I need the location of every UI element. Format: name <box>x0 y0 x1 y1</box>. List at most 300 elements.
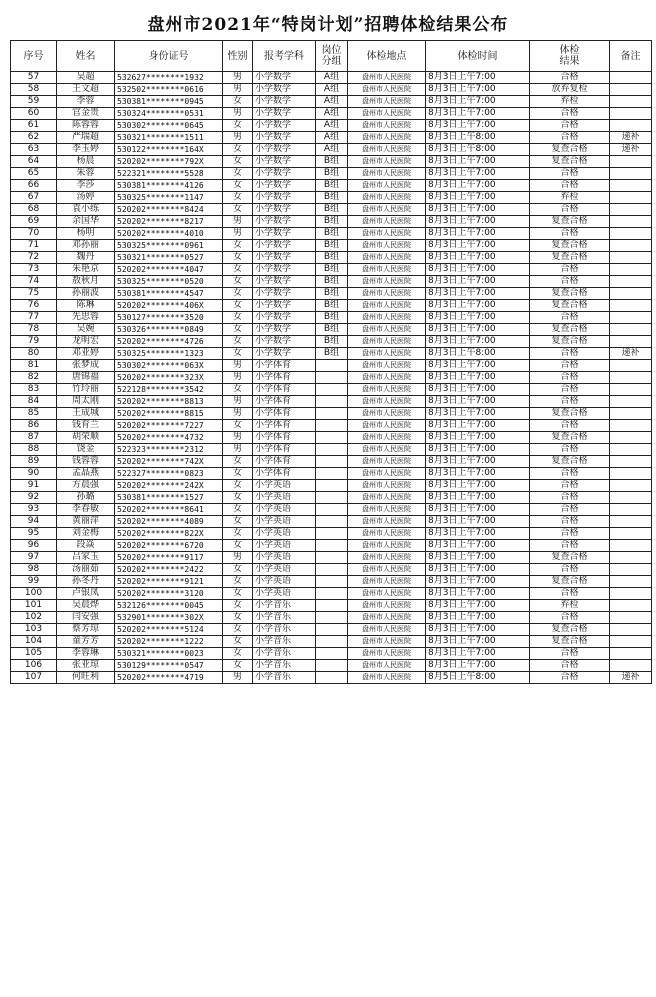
cell-subject: 小学体育 <box>253 468 316 480</box>
table-row <box>11 528 652 540</box>
cell-time: 8月5日上午8:00 <box>426 672 530 684</box>
cell-place: 盘州市人民医院 <box>348 228 426 240</box>
cell-place: 盘州市人民医院 <box>348 300 426 312</box>
cell-time: 8月3日上午8:00 <box>426 132 530 144</box>
cell-result: 合格 <box>530 480 610 492</box>
cell-name: 饶金 <box>57 444 115 456</box>
cell-result: 弃检 <box>530 600 610 612</box>
cell-id-number: 530325********1323 <box>115 348 223 360</box>
page-title: 盘州市2021年“特岗计划”招聘体检结果公布 <box>147 15 509 35</box>
cell-seq: 86 <box>11 420 57 432</box>
table-row <box>11 540 652 552</box>
cell-name: 邓孙丽 <box>57 240 115 252</box>
cell-seq: 80 <box>11 348 57 360</box>
cell-time: 8月3日上午7:00 <box>426 636 530 648</box>
cell-id-number: 520202********8217 <box>115 216 223 228</box>
cell-gender: 女 <box>223 276 253 288</box>
cell-group <box>316 672 348 684</box>
cell-subject: 小学数学 <box>253 216 316 228</box>
cell-name: 吕家玉 <box>57 552 115 564</box>
cell-result: 复查合格 <box>530 576 610 588</box>
cell-note <box>610 252 652 264</box>
cell-gender: 男 <box>223 132 253 144</box>
cell-result: 合格 <box>530 516 610 528</box>
cell-group <box>316 648 348 660</box>
cell-seq: 60 <box>11 108 57 120</box>
cell-result: 复查合格 <box>530 624 610 636</box>
cell-result: 复查合格 <box>530 636 610 648</box>
cell-result: 合格 <box>530 588 610 600</box>
cell-name: 李莎 <box>57 180 115 192</box>
cell-group <box>316 552 348 564</box>
table-row <box>11 144 652 156</box>
cell-time: 8月3日上午7:00 <box>426 504 530 516</box>
cell-time: 8月3日上午7:00 <box>426 300 530 312</box>
cell-time: 8月3日上午7:00 <box>426 516 530 528</box>
cell-gender: 女 <box>223 264 253 276</box>
cell-result: 合格 <box>530 360 610 372</box>
cell-time: 8月3日上午7:00 <box>426 312 530 324</box>
cell-result: 复查合格 <box>530 408 610 420</box>
cell-seq: 92 <box>11 492 57 504</box>
cell-time: 8月3日上午7:00 <box>426 624 530 636</box>
cell-subject: 小学体育 <box>253 456 316 468</box>
cell-id-number: 520202********9121 <box>115 576 223 588</box>
cell-place: 盘州市人民医院 <box>348 396 426 408</box>
cell-place: 盘州市人民医院 <box>348 600 426 612</box>
cell-place: 盘州市人民医院 <box>348 240 426 252</box>
cell-note <box>610 324 652 336</box>
cell-result: 合格 <box>530 108 610 120</box>
cell-seq: 77 <box>11 312 57 324</box>
cell-gender: 女 <box>223 324 253 336</box>
cell-seq: 96 <box>11 540 57 552</box>
table-row <box>11 108 652 120</box>
cell-name: 余国华 <box>57 216 115 228</box>
cell-seq: 101 <box>11 600 57 612</box>
cell-result: 弃检 <box>530 192 610 204</box>
cell-group <box>316 480 348 492</box>
table-row <box>11 300 652 312</box>
cell-result: 放弃复检 <box>530 84 610 96</box>
cell-time: 8月3日上午7:00 <box>426 108 530 120</box>
table-row <box>11 216 652 228</box>
cell-place: 盘州市人民医院 <box>348 288 426 300</box>
cell-id-number: 530324********0531 <box>115 108 223 120</box>
cell-time: 8月3日上午7:00 <box>426 96 530 108</box>
cell-place: 盘州市人民医院 <box>348 264 426 276</box>
cell-time: 8月3日上午7:00 <box>426 492 530 504</box>
cell-time: 8月3日上午7:00 <box>426 288 530 300</box>
cell-result: 复查合格 <box>530 288 610 300</box>
cell-gender: 女 <box>223 504 253 516</box>
cell-time: 8月3日上午7:00 <box>426 648 530 660</box>
cell-time: 8月3日上午7:00 <box>426 600 530 612</box>
cell-id-number: 532126********0045 <box>115 600 223 612</box>
cell-result: 合格 <box>530 444 610 456</box>
cell-seq: 89 <box>11 456 57 468</box>
cell-group <box>316 372 348 384</box>
cell-seq: 104 <box>11 636 57 648</box>
cell-gender: 女 <box>223 384 253 396</box>
cell-note <box>610 156 652 168</box>
cell-group: B组 <box>316 228 348 240</box>
cell-id-number: 532627********1932 <box>115 72 223 84</box>
table-row <box>11 588 652 600</box>
cell-gender: 女 <box>223 192 253 204</box>
cell-note <box>610 408 652 420</box>
table-row <box>11 516 652 528</box>
cell-id-number: 530321********1511 <box>115 132 223 144</box>
cell-group: A组 <box>316 72 348 84</box>
cell-group: A组 <box>316 84 348 96</box>
cell-id-number: 530325********0520 <box>115 276 223 288</box>
cell-group: A组 <box>316 120 348 132</box>
table-row <box>11 240 652 252</box>
cell-gender: 女 <box>223 348 253 360</box>
cell-id-number: 520202********2422 <box>115 564 223 576</box>
cell-result: 合格 <box>530 132 610 144</box>
cell-note <box>610 264 652 276</box>
cell-result: 合格 <box>530 420 610 432</box>
cell-id-number: 530321********0023 <box>115 648 223 660</box>
cell-group: B组 <box>316 300 348 312</box>
table-row <box>11 192 652 204</box>
cell-gender: 男 <box>223 372 253 384</box>
table-row <box>11 324 652 336</box>
cell-seq: 79 <box>11 336 57 348</box>
cell-seq: 106 <box>11 660 57 672</box>
cell-subject: 小学数学 <box>253 132 316 144</box>
header-result-line2: 结果 <box>559 56 580 67</box>
cell-group <box>316 636 348 648</box>
cell-time: 8月3日上午7:00 <box>426 324 530 336</box>
cell-seq: 94 <box>11 516 57 528</box>
cell-group: B组 <box>316 336 348 348</box>
cell-result: 合格 <box>530 540 610 552</box>
cell-name: 朱蓉 <box>57 168 115 180</box>
results-table <box>10 40 652 684</box>
cell-id-number: 520202********8641 <box>115 504 223 516</box>
cell-gender: 男 <box>223 84 253 96</box>
table-body <box>11 72 652 684</box>
cell-place: 盘州市人民医院 <box>348 84 426 96</box>
cell-result: 合格 <box>530 384 610 396</box>
cell-place: 盘州市人民医院 <box>348 408 426 420</box>
cell-id-number: 530326********0849 <box>115 324 223 336</box>
cell-subject: 小学数学 <box>253 324 316 336</box>
cell-subject: 小学数学 <box>253 108 316 120</box>
cell-group <box>316 468 348 480</box>
header-subject: 报考学科 <box>253 41 316 72</box>
cell-name: 官金贵 <box>57 108 115 120</box>
cell-note <box>610 108 652 120</box>
table-row <box>11 636 652 648</box>
cell-name: 王文超 <box>57 84 115 96</box>
cell-result: 复查合格 <box>530 552 610 564</box>
cell-gender: 男 <box>223 444 253 456</box>
cell-note <box>610 180 652 192</box>
cell-result: 合格 <box>530 396 610 408</box>
header-name: 姓名 <box>57 41 115 72</box>
cell-gender: 女 <box>223 204 253 216</box>
cell-note <box>610 600 652 612</box>
cell-time: 8月3日上午7:00 <box>426 528 530 540</box>
cell-result: 合格 <box>530 168 610 180</box>
cell-time: 8月3日上午7:00 <box>426 252 530 264</box>
cell-group <box>316 624 348 636</box>
cell-time: 8月3日上午7:00 <box>426 276 530 288</box>
cell-note <box>610 456 652 468</box>
cell-place: 盘州市人民医院 <box>348 492 426 504</box>
cell-group: B组 <box>316 276 348 288</box>
cell-result: 合格 <box>530 180 610 192</box>
cell-gender: 女 <box>223 468 253 480</box>
cell-subject: 小学数学 <box>253 96 316 108</box>
cell-time: 8月3日上午7:00 <box>426 360 530 372</box>
cell-subject: 小学英语 <box>253 504 316 516</box>
cell-name: 陈琳 <box>57 300 115 312</box>
cell-group: A组 <box>316 96 348 108</box>
cell-place: 盘州市人民医院 <box>348 276 426 288</box>
cell-id-number: 532502********0616 <box>115 84 223 96</box>
cell-gender: 男 <box>223 408 253 420</box>
cell-place: 盘州市人民医院 <box>348 144 426 156</box>
cell-id-number: 520202********822X <box>115 528 223 540</box>
cell-seq: 73 <box>11 264 57 276</box>
cell-id-number: 520202********8424 <box>115 204 223 216</box>
cell-id-number: 520202********742X <box>115 456 223 468</box>
cell-seq: 61 <box>11 120 57 132</box>
cell-subject: 小学体育 <box>253 384 316 396</box>
cell-seq: 88 <box>11 444 57 456</box>
cell-group <box>316 492 348 504</box>
cell-seq: 97 <box>11 552 57 564</box>
cell-gender: 女 <box>223 600 253 612</box>
cell-place: 盘州市人民医院 <box>348 216 426 228</box>
table-row <box>11 600 652 612</box>
cell-note <box>610 660 652 672</box>
cell-seq: 102 <box>11 612 57 624</box>
cell-seq: 81 <box>11 360 57 372</box>
cell-seq: 62 <box>11 132 57 144</box>
cell-gender: 男 <box>223 360 253 372</box>
cell-gender: 男 <box>223 552 253 564</box>
cell-subject: 小学英语 <box>253 528 316 540</box>
cell-name: 钱育兰 <box>57 420 115 432</box>
cell-subject: 小学体育 <box>253 372 316 384</box>
table-row <box>11 660 652 672</box>
cell-time: 8月3日上午7:00 <box>426 540 530 552</box>
cell-result: 合格 <box>530 468 610 480</box>
cell-note <box>610 384 652 396</box>
cell-name: 吴婉 <box>57 324 115 336</box>
cell-note <box>610 648 652 660</box>
cell-result: 合格 <box>530 228 610 240</box>
cell-place: 盘州市人民医院 <box>348 312 426 324</box>
cell-id-number: 520202********5124 <box>115 624 223 636</box>
cell-name: 胡荣顺 <box>57 432 115 444</box>
cell-seq: 84 <box>11 396 57 408</box>
cell-group: B组 <box>316 348 348 360</box>
cell-result: 复查合格 <box>530 432 610 444</box>
cell-seq: 85 <box>11 408 57 420</box>
table-row <box>11 348 652 360</box>
cell-name: 李春敏 <box>57 504 115 516</box>
cell-seq: 69 <box>11 216 57 228</box>
table-row <box>11 432 652 444</box>
cell-subject: 小学数学 <box>253 228 316 240</box>
cell-group <box>316 540 348 552</box>
table-row <box>11 228 652 240</box>
cell-note <box>610 300 652 312</box>
cell-name: 李玉婷 <box>57 144 115 156</box>
cell-name: 何旺利 <box>57 672 115 684</box>
cell-subject: 小学数学 <box>253 252 316 264</box>
cell-note <box>610 96 652 108</box>
cell-note <box>610 540 652 552</box>
cell-note: 递补 <box>610 144 652 156</box>
table-row <box>11 204 652 216</box>
cell-subject: 小学体育 <box>253 408 316 420</box>
cell-id-number: 530381********4126 <box>115 180 223 192</box>
cell-note <box>610 492 652 504</box>
cell-id-number: 530129********0547 <box>115 660 223 672</box>
cell-note <box>610 360 652 372</box>
table-row <box>11 444 652 456</box>
cell-seq: 90 <box>11 468 57 480</box>
cell-gender: 男 <box>223 432 253 444</box>
cell-place: 盘州市人民医院 <box>348 648 426 660</box>
cell-group: B组 <box>316 312 348 324</box>
cell-result: 合格 <box>530 72 610 84</box>
cell-time: 8月3日上午7:00 <box>426 480 530 492</box>
cell-note <box>610 396 652 408</box>
cell-id-number: 520202********4089 <box>115 516 223 528</box>
cell-name: 张亚琼 <box>57 660 115 672</box>
cell-result: 复查合格 <box>530 144 610 156</box>
cell-name: 严瑞超 <box>57 132 115 144</box>
cell-id-number: 520202********323X <box>115 372 223 384</box>
cell-id-number: 530302********0645 <box>115 120 223 132</box>
cell-group: B组 <box>316 324 348 336</box>
cell-name: 方晨强 <box>57 480 115 492</box>
cell-seq: 107 <box>11 672 57 684</box>
cell-result: 合格 <box>530 648 610 660</box>
cell-note <box>610 120 652 132</box>
cell-subject: 小学数学 <box>253 276 316 288</box>
cell-group: B组 <box>316 264 348 276</box>
cell-id-number: 522128********3542 <box>115 384 223 396</box>
cell-name: 王成城 <box>57 408 115 420</box>
cell-result: 复查合格 <box>530 300 610 312</box>
cell-note <box>610 276 652 288</box>
cell-subject: 小学英语 <box>253 588 316 600</box>
cell-note: 递补 <box>610 348 652 360</box>
cell-time: 8月3日上午7:00 <box>426 84 530 96</box>
cell-seq: 78 <box>11 324 57 336</box>
cell-note <box>610 228 652 240</box>
table-row <box>11 132 652 144</box>
cell-seq: 68 <box>11 204 57 216</box>
cell-name: 杨晨 <box>57 156 115 168</box>
cell-group: A组 <box>316 108 348 120</box>
cell-name: 闫安强 <box>57 612 115 624</box>
cell-result: 合格 <box>530 660 610 672</box>
cell-subject: 小学数学 <box>253 264 316 276</box>
cell-place: 盘州市人民医院 <box>348 336 426 348</box>
cell-seq: 82 <box>11 372 57 384</box>
cell-subject: 小学音乐 <box>253 600 316 612</box>
cell-note <box>610 420 652 432</box>
cell-name: 敖秋月 <box>57 276 115 288</box>
cell-group <box>316 444 348 456</box>
cell-place: 盘州市人民医院 <box>348 252 426 264</box>
cell-group <box>316 576 348 588</box>
cell-time: 8月3日上午7:00 <box>426 156 530 168</box>
cell-subject: 小学数学 <box>253 72 316 84</box>
cell-time: 8月3日上午7:00 <box>426 660 530 672</box>
cell-time: 8月3日上午7:00 <box>426 552 530 564</box>
cell-result: 合格 <box>530 504 610 516</box>
cell-name: 吴晨烨 <box>57 600 115 612</box>
cell-result: 复查合格 <box>530 456 610 468</box>
cell-group <box>316 432 348 444</box>
cell-note <box>610 552 652 564</box>
cell-gender: 女 <box>223 252 253 264</box>
cell-group <box>316 528 348 540</box>
table-row <box>11 492 652 504</box>
cell-gender: 女 <box>223 648 253 660</box>
table-row <box>11 564 652 576</box>
cell-gender: 女 <box>223 456 253 468</box>
cell-name: 周太刚 <box>57 396 115 408</box>
cell-id-number: 530381********0945 <box>115 96 223 108</box>
cell-name: 竹玲丽 <box>57 384 115 396</box>
cell-gender: 男 <box>223 72 253 84</box>
cell-place: 盘州市人民医院 <box>348 540 426 552</box>
cell-name: 卢银凤 <box>57 588 115 600</box>
cell-subject: 小学数学 <box>253 336 316 348</box>
cell-group: B组 <box>316 216 348 228</box>
cell-time: 8月3日上午7:00 <box>426 468 530 480</box>
cell-note <box>610 576 652 588</box>
cell-place: 盘州市人民医院 <box>348 564 426 576</box>
table-row <box>11 552 652 564</box>
cell-place: 盘州市人民医院 <box>348 456 426 468</box>
cell-id-number: 530321********0527 <box>115 252 223 264</box>
cell-gender: 女 <box>223 168 253 180</box>
cell-place: 盘州市人民医院 <box>348 120 426 132</box>
cell-place: 盘州市人民医院 <box>348 636 426 648</box>
cell-place: 盘州市人民医院 <box>348 108 426 120</box>
cell-place: 盘州市人民医院 <box>348 612 426 624</box>
cell-note <box>610 612 652 624</box>
cell-id-number: 520202********8813 <box>115 396 223 408</box>
cell-note <box>610 480 652 492</box>
cell-time: 8月3日上午7:00 <box>426 264 530 276</box>
cell-gender: 女 <box>223 288 253 300</box>
cell-time: 8月3日上午7:00 <box>426 336 530 348</box>
cell-gender: 男 <box>223 108 253 120</box>
cell-seq: 99 <box>11 576 57 588</box>
cell-name: 杨明 <box>57 228 115 240</box>
cell-subject: 小学体育 <box>253 360 316 372</box>
cell-seq: 72 <box>11 252 57 264</box>
cell-name: 邓亚婷 <box>57 348 115 360</box>
cell-result: 合格 <box>530 564 610 576</box>
cell-id-number: 520202********9117 <box>115 552 223 564</box>
